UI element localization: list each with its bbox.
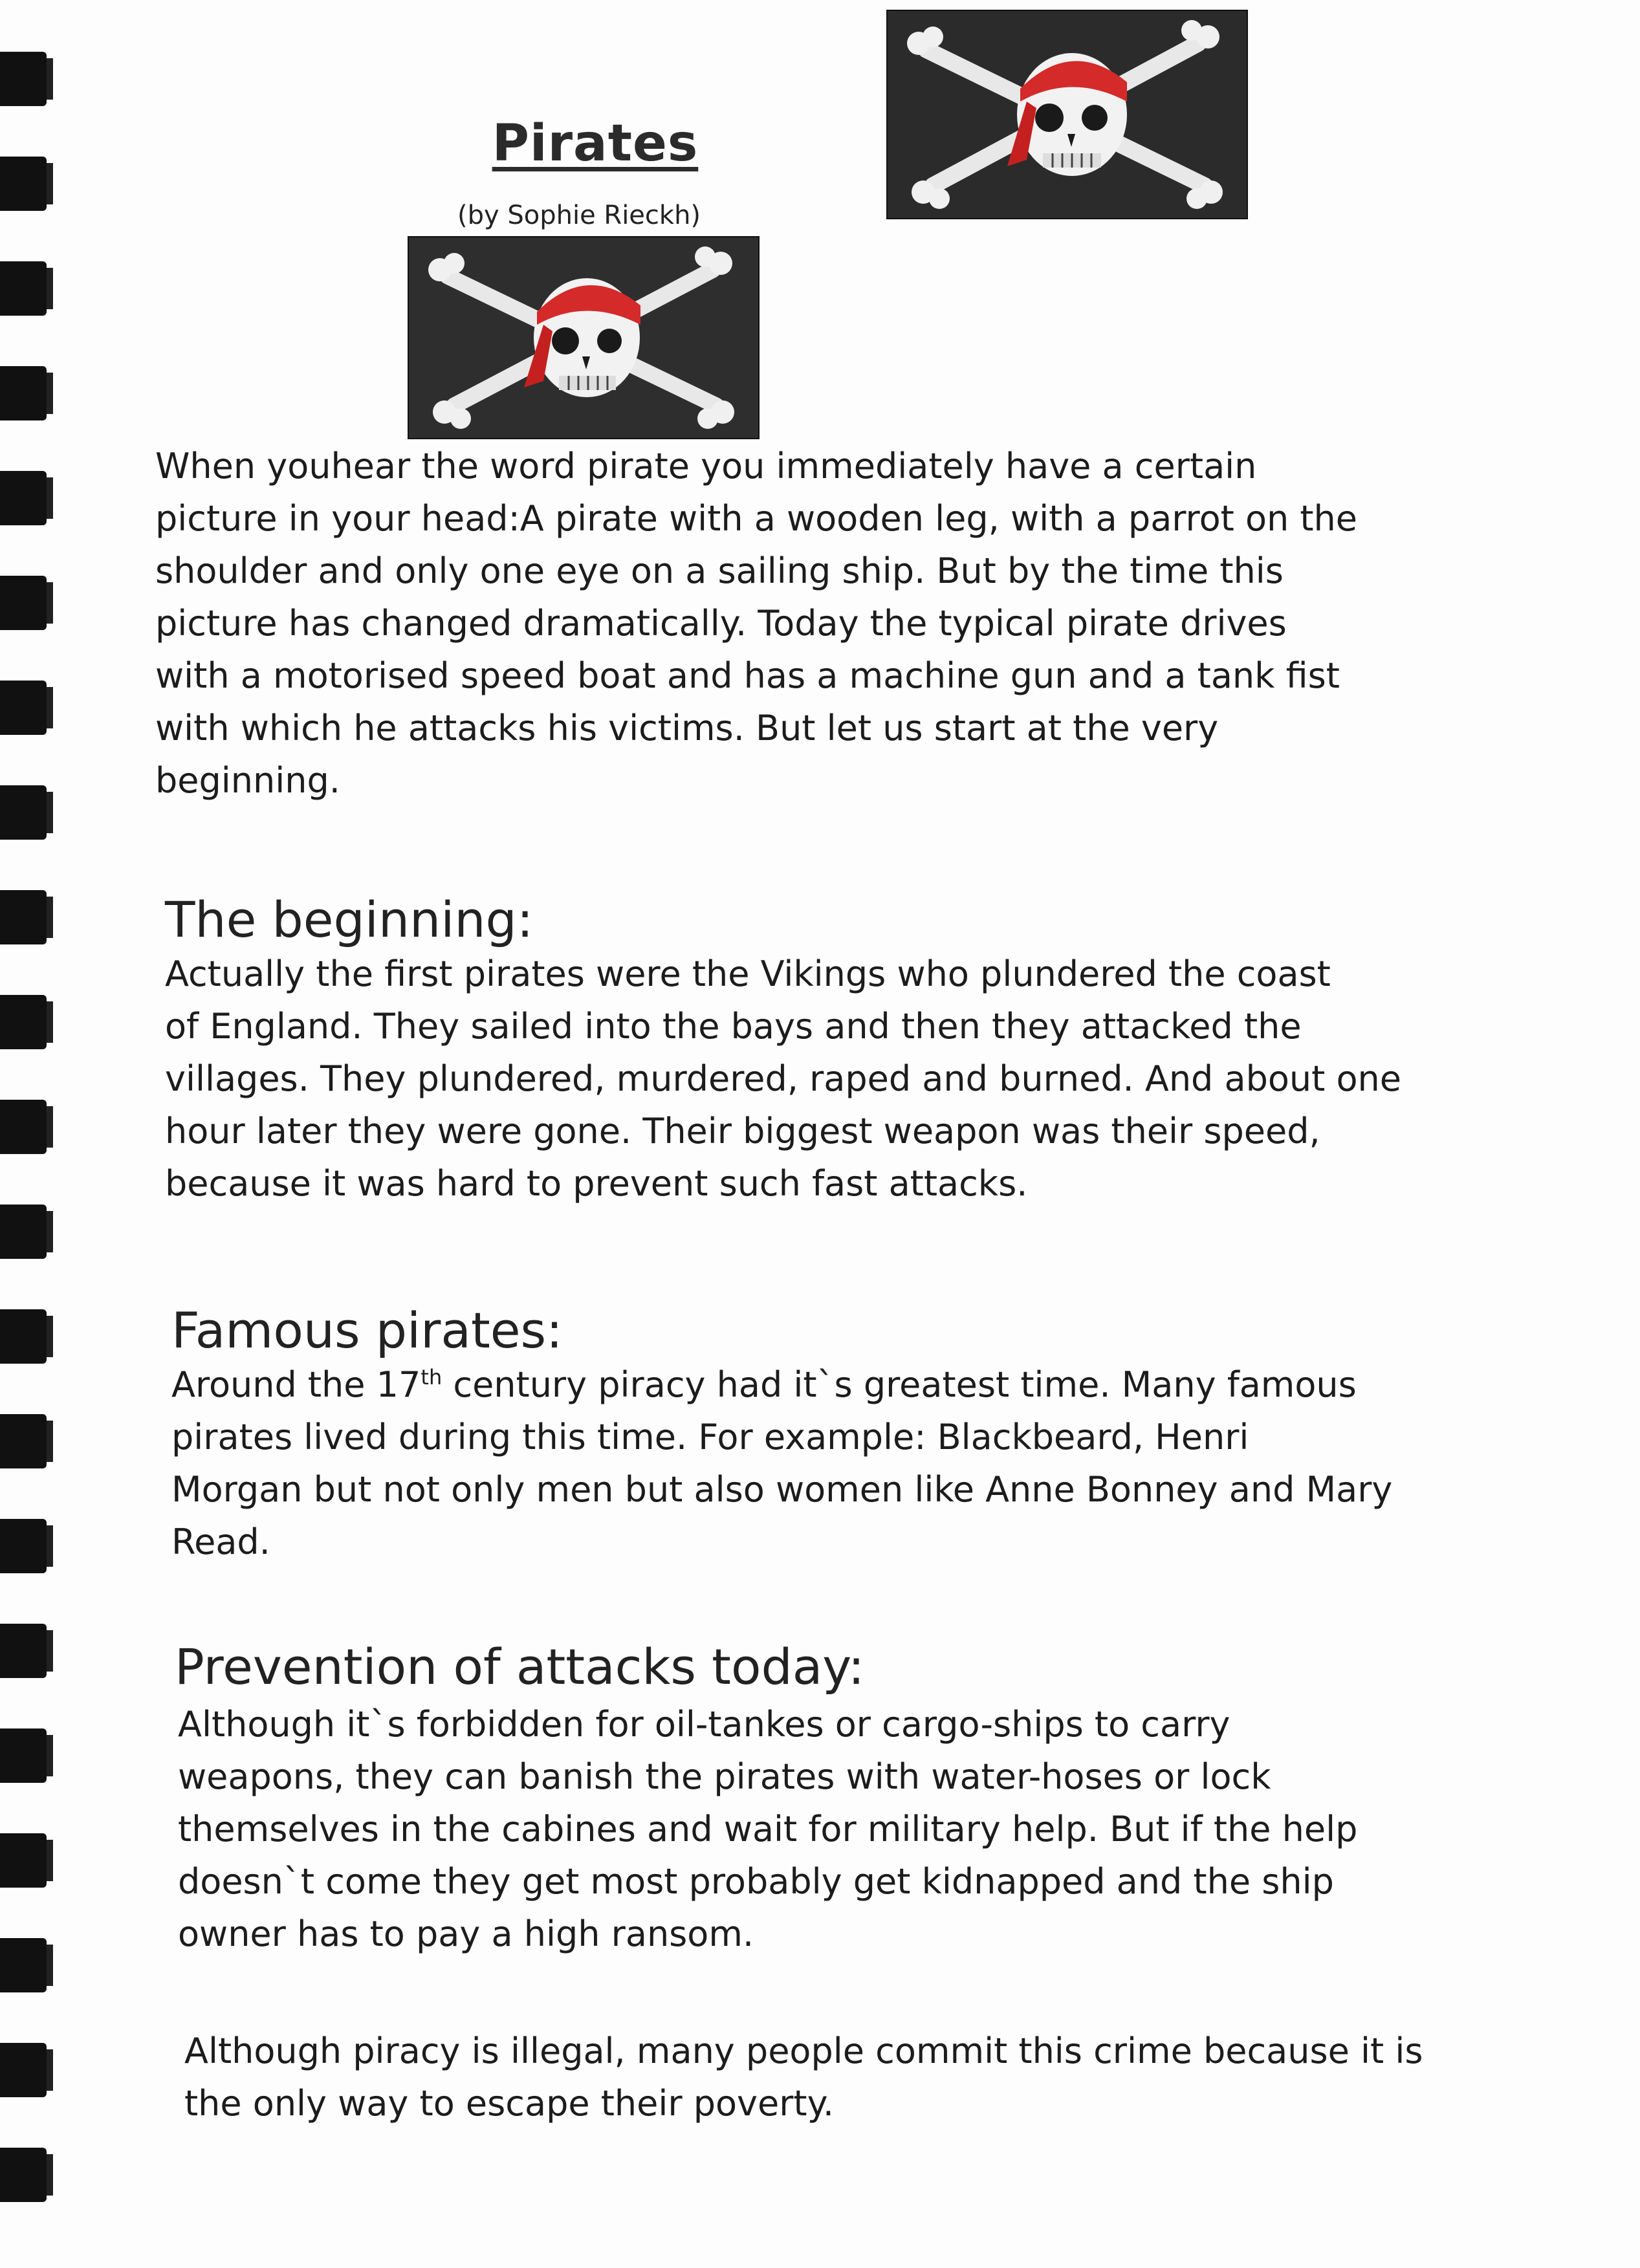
binding-hole xyxy=(0,785,47,840)
binding-hole xyxy=(0,576,47,630)
body-prefix: Around the 17 xyxy=(171,1364,421,1405)
binding-hole xyxy=(0,1205,47,1259)
section-heading-beginning: The beginning: xyxy=(165,891,534,948)
binding-hole xyxy=(0,1309,47,1364)
binding-hole xyxy=(0,157,47,211)
binding-hole xyxy=(0,261,47,316)
jolly-roger-flag-icon xyxy=(886,10,1248,219)
binding-hole xyxy=(0,2148,47,2202)
section-body-prevention: Although it`s forbidden for oil-tankes or cargo-ships to carry weapons, they can banish the pirates with water-hoses or lock themselves in the cabines and wait for military help. But if the help doesn`t come they get most probably get kidnapped and the ship owner has to pay a high ransom. xyxy=(178,1704,1358,1954)
ordinal-suffix: th xyxy=(421,1365,443,1390)
binding-hole xyxy=(0,1100,47,1154)
body-rest: century piracy had it`s greatest time. Many famous pirates lived during this time. For example: Blackbeard, Henri Morgan but not only men but also women like Anne Bonney and Mary Read. xyxy=(171,1364,1393,1562)
binding-hole xyxy=(0,2043,47,2097)
page-title: Pirates xyxy=(492,114,699,173)
jolly-roger-flag-icon xyxy=(408,236,760,439)
binding-hole xyxy=(0,471,47,525)
section-heading-famous-pirates: Famous pirates: xyxy=(171,1302,563,1359)
binding-hole xyxy=(0,52,47,106)
binding-hole xyxy=(0,995,47,1049)
section-body-famous-pirates xyxy=(171,1358,1465,1568)
binding-hole xyxy=(0,1728,47,1783)
closing-paragraph: Although piracy is illegal, many people commit this crime because it is the only way to escape their poverty. xyxy=(184,2031,1423,2124)
binding-hole xyxy=(0,681,47,735)
section-heading-prevention: Prevention of attacks today: xyxy=(175,1638,865,1696)
author-byline: (by Sophie Rieckh) xyxy=(457,201,701,230)
spiral-binding xyxy=(0,0,58,2268)
binding-hole xyxy=(0,366,47,420)
intro-paragraph: When youhear the word pirate you immediately have a certain picture in your head:A pirate with a wooden leg, with a parrot on the shoulder and only one eye on a sailing ship. But by the time this picture has changed dramatically. Today the typical pirate drives with a motorised speed boat and has a machine gun and a tank fist with which he attacks his victims. But let us start at the very beginning. xyxy=(155,446,1357,801)
binding-hole xyxy=(0,890,47,944)
binding-hole xyxy=(0,1414,47,1468)
binding-hole xyxy=(0,1519,47,1573)
binding-hole xyxy=(0,1833,47,1888)
binding-hole xyxy=(0,1938,47,1992)
section-body-beginning: Actually the first pirates were the Vikings who plundered the coast of England. They sailed into the bays and then they attacked the villages. They plundered, murdered, raped and burned. And about one hour later they were gone. Their biggest weapon was their speed, because it was hard to prevent such fast attacks. xyxy=(165,954,1401,1204)
binding-hole xyxy=(0,1624,47,1678)
